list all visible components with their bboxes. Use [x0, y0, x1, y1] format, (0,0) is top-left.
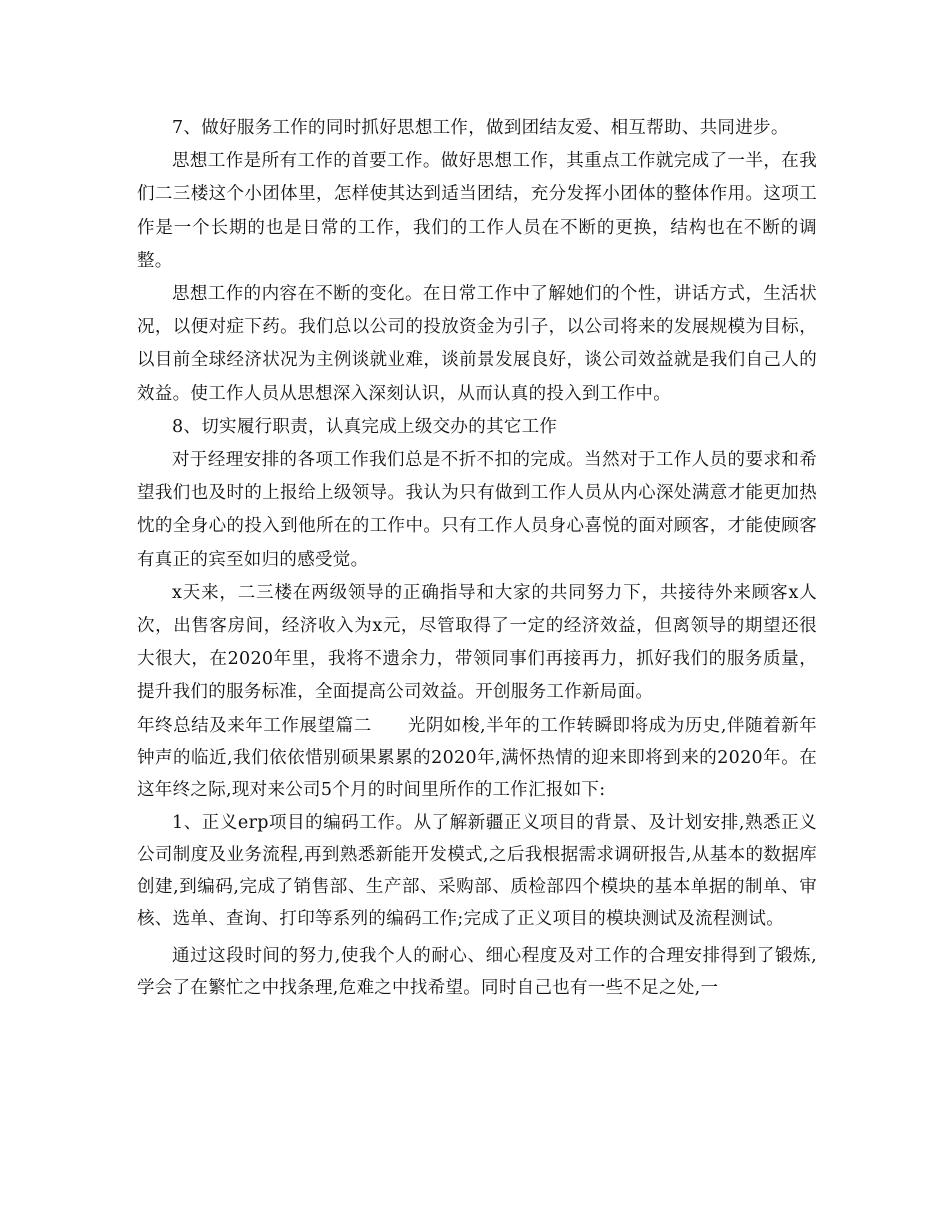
paragraph-ideological-work: 思想工作是所有工作的首要工作。做好思想工作，其重点工作就完成了一半，在我们二三楼这个小团体里，怎样使其达到适当团结，充分发挥小团体的整体作用。这项工作是一个长期的也是日常的工作，我们的工作人员在不断的更换，结构也在不断的调整。 [137, 151, 817, 271]
paragraph-part-two-intro: 年终总结及来年工作展望篇二 光阴如梭,半年的工作转瞬即将成为历史,伴随着新年钟声的临近,我们依依惜别硕果累累的2020年,满怀热情的迎来即将到来的2020年。在这年终之际,现对来公司5个月的时间里所作的工作汇报如下: [137, 715, 817, 801]
paragraph-item-8: 8、切实履行职责，认真完成上级交办的其它工作 [172, 416, 558, 437]
document-body [137, 112, 817, 1004]
paragraph-self-reflection: 通过这段时间的努力,使我个人的耐心、细心程度及对工作的合理安排得到了锻炼,学会了在繁忙之中找条理,危难之中找希望。同时自己也有一些不足之处,一 [137, 945, 817, 999]
paragraph-item-7: 7、做好服务工作的同时抓好思想工作，做到团结友爱、相互帮助、共同进步。 [172, 118, 789, 138]
paragraph-manager-tasks: 对于经理安排的各项工作我们总是不折不扣的完成。当然对于工作人员的要求和希望我们也及时的上报给上级领导。我认为只有做到工作人员从内心深处满意才能更加热忱的全身心的投入到他所在的工作中。只有工作人员身心喜悦的面对顾客，才能使顾客有真正的宾至如归的感受觉。 [137, 450, 817, 570]
paragraph-erp-coding: 1、正义erp项目的编码工作。从了解新疆正义项目的背景、及计划安排,熟悉正义公司制度及业务流程,再到熟悉新能开发模式,之后我根据需求调研报告,从基本的数据库创建,到编码,完成了销售部、生产部、采购部、质检部四个模块的基本单据的制单、审核、选单、查询、打印等系列的编码工作;完成了正义项目的模块测试及流程测试。 [137, 812, 817, 930]
paragraph-summary-results: x天来，二三楼在两级领导的正确指导和大家的共同努力下，共接待外来顾客x人次，出售客房间，经济收入为x元，尽管取得了一定的经济效益，但离领导的期望还很大很大，在2020年里，我将不遗余力，带领同事们再接再力，抓好我们的服务质量，提升我们的服务标准，全面提高公司效益。开创服务工作新局面。 [137, 582, 817, 703]
paragraph-ideological-content: 思想工作的内容在不断的变化。在日常工作中了解她们的个性，讲话方式，生活状况，以便对症下药。我们总以公司的投放资金为引子，以公司将来的发展规模为目标，以目前全球经济状况为主例谈就业难，谈前景发展良好，谈公司效益就是我们自己人的效益。使工作人员从思想深入深刻认识，从而认真的投入到工作中。 [137, 284, 817, 404]
